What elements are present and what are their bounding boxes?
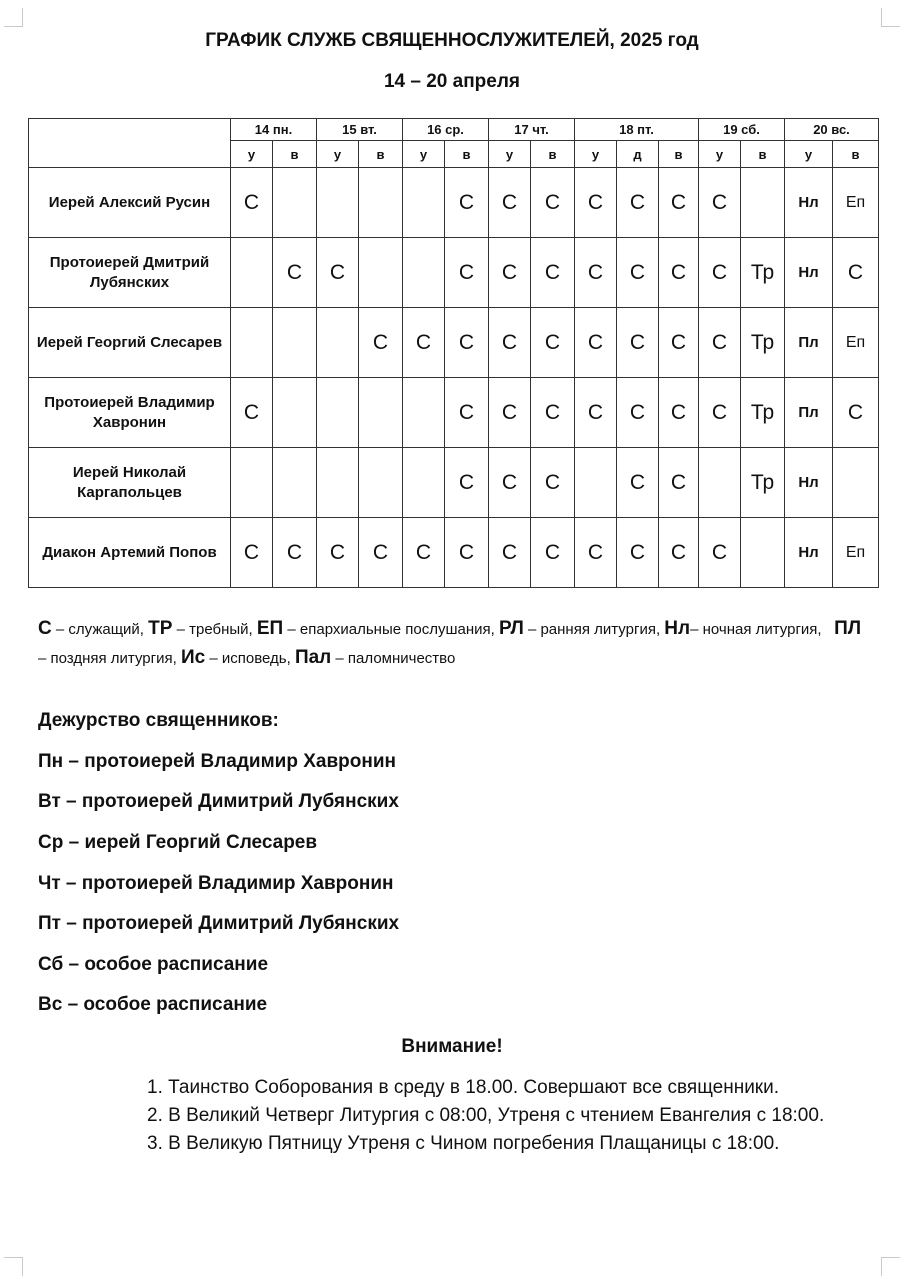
legend-text: – ночная литургия, [690,621,835,638]
service-cell [359,448,403,518]
service-cell: С [617,308,659,378]
service-cell: С [489,308,531,378]
duty-title: Дежурство священников: [38,710,279,731]
service-cell: С [659,238,699,308]
service-header: у [231,141,273,168]
day-header: 20 вс. [785,119,879,141]
service-cell [273,448,317,518]
service-cell: Еп [833,168,879,238]
service-cell: С [617,378,659,448]
legend-abbr: ЕП [256,618,284,639]
service-cell [359,168,403,238]
service-cell: Тр [741,378,785,448]
document-title: ГРАФИК СЛУЖБ СВЯЩЕННОСЛУЖИТЕЛЕЙ, 2025 год [205,30,699,51]
schedule-row [29,238,879,308]
service-cell: С [699,168,741,238]
duty-item: Пт – протоиерей Димитрий Лубянских [38,913,400,934]
service-cell: С [317,238,359,308]
duty-item: Сб – особое расписание [38,954,269,975]
legend-text: – поздняя литургия, [38,621,866,667]
service-cell: С [699,308,741,378]
schedule-row [29,168,879,238]
legend-abbr: Нл [664,618,691,639]
service-cell: Пл [785,308,833,378]
service-cell: Еп [833,308,879,378]
service-cell: Нл [785,238,833,308]
service-header: в [531,141,575,168]
service-cell: С [575,168,617,238]
service-header: у [575,141,617,168]
service-cell: С [617,448,659,518]
service-cell: С [317,518,359,588]
service-cell [231,308,273,378]
schedule-row [29,518,879,588]
date-range: 14 – 20 апреля [383,71,521,92]
service-cell: С [445,168,489,238]
service-cell: Нл [785,168,833,238]
schedule-row [29,308,879,378]
service-cell: Нл [785,518,833,588]
day-header: 14 пн. [231,119,317,141]
service-cell: С [231,378,273,448]
service-header: у [489,141,531,168]
service-cell [317,168,359,238]
service-cell: С [489,168,531,238]
duty-item: Пн – протоиерей Владимир Хавронин [38,751,396,772]
service-cell: С [231,518,273,588]
schedule-rows [29,168,879,588]
service-cell: С [833,378,879,448]
service-cell: С [445,518,489,588]
service-cell: С [445,448,489,518]
service-cell [317,378,359,448]
service-header: у [699,141,741,168]
service-cell: С [403,308,445,378]
service-cell: С [489,448,531,518]
service-header: д [617,141,659,168]
service-cell: С [531,238,575,308]
service-cell [273,168,317,238]
service-header: в [741,141,785,168]
service-header: у [403,141,445,168]
service-cell [231,238,273,308]
service-cell: С [273,518,317,588]
service-cell [699,448,741,518]
service-cell: С [445,308,489,378]
legend-abbr: ПЛ [834,618,862,639]
service-cell: С [617,168,659,238]
day-header: 15 вт. [317,119,403,141]
service-cell: С [531,308,575,378]
service-header: в [445,141,489,168]
clergy-name: Протоиерей Владимир Хавронин [29,378,231,448]
service-cell: С [531,378,575,448]
legend-abbr: Ис [180,647,206,668]
service-cell: С [531,518,575,588]
day-header: 19 сб. [699,119,785,141]
service-cell: С [445,238,489,308]
service-cell [403,448,445,518]
duty-item: Вс – особое расписание [38,994,268,1015]
service-cell: С [489,378,531,448]
attention-heading: Внимание! [401,1036,503,1057]
legend-abbr: Пал [294,647,332,668]
service-cell [741,168,785,238]
legend-abbr: РЛ [498,618,524,639]
service-cell [833,448,879,518]
service-cell: С [659,308,699,378]
schedule-row [29,448,879,518]
crop-mark-bottom-left [4,1257,23,1276]
service-cell: Еп [833,518,879,588]
duty-item: Чт – протоиерей Владимир Хавронин [38,873,394,894]
service-cell: Тр [741,238,785,308]
service-cell: С [659,378,699,448]
schedule-table [28,118,879,588]
schedule-row [29,378,879,448]
service-cell: Тр [741,308,785,378]
service-cell: С [699,238,741,308]
service-cell: С [531,448,575,518]
service-cell: С [575,378,617,448]
legend-text: – паломничество [331,650,456,667]
service-cell: С [575,238,617,308]
service-cell: С [531,168,575,238]
clergy-name: Протоиерей Дмитрий Лубянских [29,238,231,308]
legend-abbr: ТР [148,618,173,639]
crop-mark-bottom-right [881,1257,900,1276]
legend-text: – епархиальные послушания, [283,621,499,638]
clergy-name: Иерей Георгий Слесарев [29,308,231,378]
note-item: 1. Таинство Соборования в среду в 18.00. Совершают все священники. [147,1077,780,1098]
day-header: 17 чт. [489,119,575,141]
service-cell: С [659,448,699,518]
service-cell: С [833,238,879,308]
service-cell [317,448,359,518]
clergy-name: Иерей Николай Каргапольцев [29,448,231,518]
service-cell [317,308,359,378]
service-cell: С [359,308,403,378]
service-cell [575,448,617,518]
service-cell [273,378,317,448]
clergy-name: Диакон Артемий Попов [29,518,231,588]
legend-text: – служащий, [51,621,149,638]
service-cell: С [489,238,531,308]
service-cell: С [699,378,741,448]
legend-abbr: С [38,618,52,639]
service-cell [403,378,445,448]
service-cell: С [445,378,489,448]
duty-item: Ср – иерей Георгий Слесарев [38,832,318,853]
service-cell [359,238,403,308]
service-header: в [659,141,699,168]
service-header: у [785,141,833,168]
service-cell: С [699,518,741,588]
service-cell: С [617,238,659,308]
crop-mark-top-right [881,8,900,27]
notes-list [92,1074,882,1158]
service-cell [231,448,273,518]
note-item: 3. В Великую Пятницу Утреня с Чином погребения Плащаницы с 18:00. [147,1133,780,1154]
day-header: 16 ср. [403,119,489,141]
service-cell: С [617,518,659,588]
service-cell [403,238,445,308]
service-cell: С [273,238,317,308]
service-cell: Нл [785,448,833,518]
service-cell: С [359,518,403,588]
service-cell: С [489,518,531,588]
service-cell: С [403,518,445,588]
legend-text: – исповедь, [205,650,295,667]
service-cell: С [231,168,273,238]
day-header: 18 пт. [575,119,699,141]
service-header: в [273,141,317,168]
service-header: в [833,141,879,168]
service-cell: С [659,168,699,238]
service-cell: С [575,308,617,378]
service-cell [403,168,445,238]
service-header: в [359,141,403,168]
service-cell: С [575,518,617,588]
service-cell: Пл [785,378,833,448]
legend-text: – ранняя литургия, [523,621,665,638]
service-cell: Тр [741,448,785,518]
service-cell [359,378,403,448]
duty-item: Вт – протоиерей Димитрий Лубянских [38,791,399,812]
service-cell: С [659,518,699,588]
service-cell [273,308,317,378]
name-header-cell [29,119,231,168]
crop-mark-top-left [4,8,23,27]
clergy-name: Иерей Алексий Русин [29,168,231,238]
service-header: у [317,141,359,168]
day-header-row [29,119,879,141]
service-cell [741,518,785,588]
legend-text: – требный, [172,621,257,638]
legend [38,615,868,673]
note-item: 2. В Великий Четверг Литургия с 08:00, Утреня с чтением Евангелия с 18:00. [147,1105,825,1126]
